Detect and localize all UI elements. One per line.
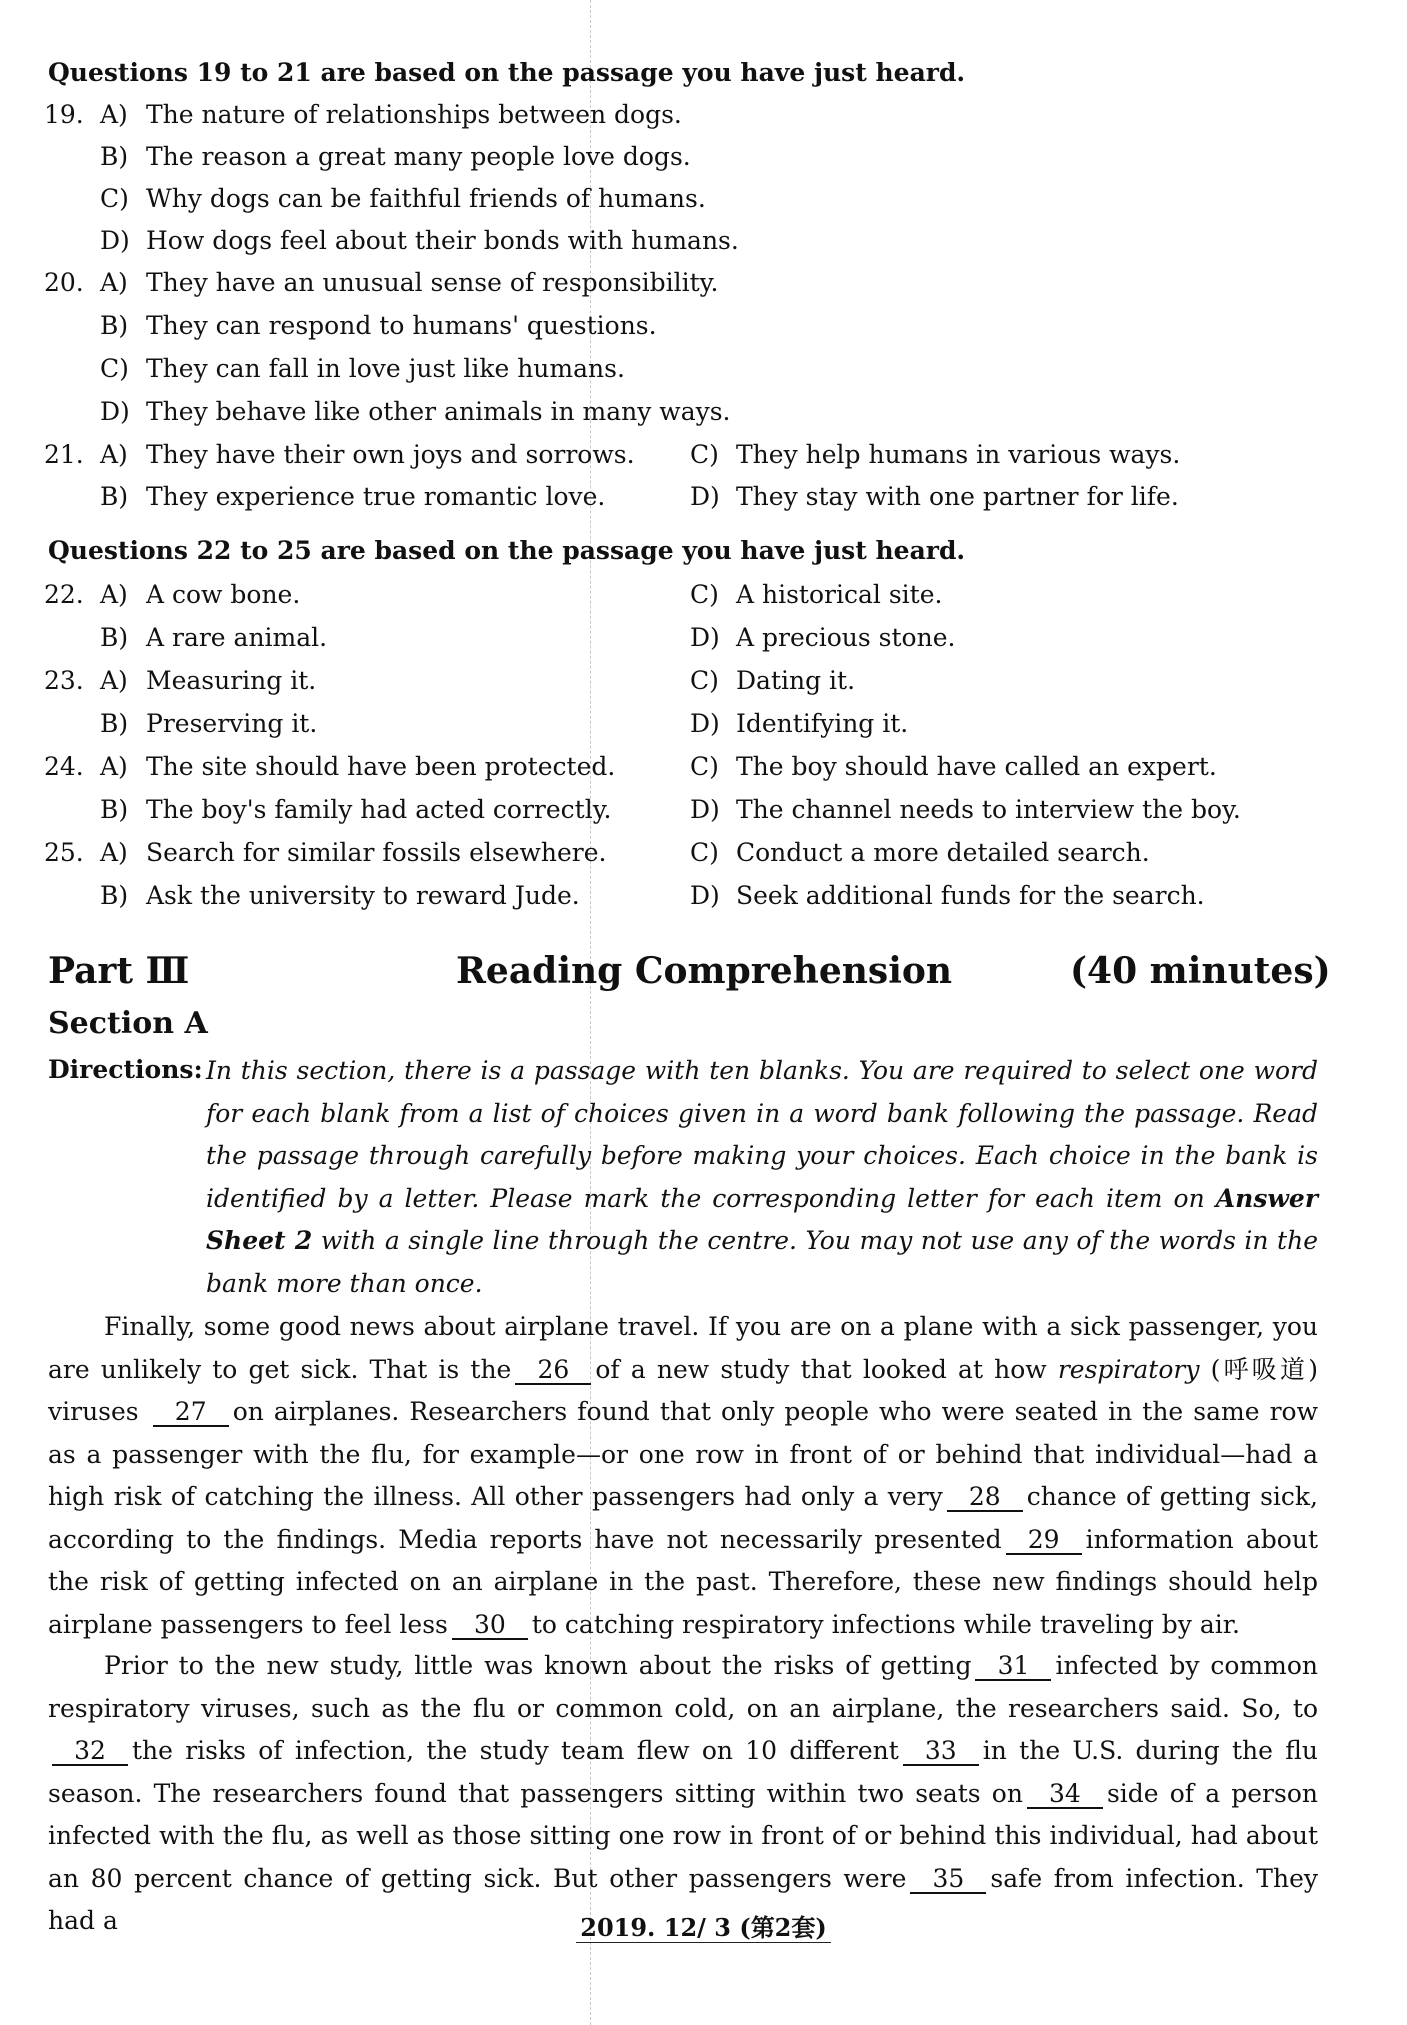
option-letter: B) [100,881,129,910]
option-text: Measuring it. [146,666,317,695]
option-text: The nature of relationships between dogs. [146,100,682,129]
option-letter: D) [690,881,720,910]
option-letter: A) [100,838,128,867]
q19-option-a [100,100,682,129]
passage-text: on airplanes. Researchers found that only people who were seated in the same row as a passenger with the flu, for example—or one row in front of or behind that individual—had a high risk of catching the illness. All other passengers had only a very [48,1397,1318,1511]
q21-option-c [690,440,1180,469]
passage-paragraph-1 [48,1306,1318,1646]
option-text: They can fall in love just like humans. [146,354,625,383]
q24-option-a [100,752,615,781]
option-letter: A) [100,580,128,609]
q19-number: 19. [44,100,84,129]
q20-number: 20. [44,268,84,297]
passage-text: safe from infection. They had a [48,1863,1318,1935]
blank-30: 30 [452,1611,528,1640]
passage-text: Finally, some good news about airplane travel. If you are on a plane with a sick passenger, you are unlikely to get sick. That is the [48,1312,1318,1384]
option-text: The reason a great many people love dogs. [146,142,691,171]
blank-35: 35 [910,1865,986,1894]
option-letter: D) [100,397,130,426]
q22-option-a [100,580,300,609]
option-letter: B) [100,795,129,824]
footer-page-number: 2019. 12/ 3 (第2套) [576,1913,831,1943]
q21-number: 21. [44,440,84,469]
option-letter: C) [690,666,719,695]
option-text: A cow bone. [146,580,301,609]
passage-paragraph-2 [48,1645,1318,1943]
option-letter: B) [100,709,129,738]
passage-text: chance of getting sick, according to the findings. Media reports have not necessarily presented [48,1482,1319,1554]
option-letter: B) [100,311,129,340]
option-letter: C) [690,580,719,609]
option-letter: C) [690,838,719,867]
q23-option-c [690,666,855,695]
option-text: A historical site. [736,580,943,609]
passage-text: in the U.S. during the flu season. The researchers found that passengers sitting within two seats on [48,1736,1318,1808]
passage-text: to catching respiratory infections while traveling by air. [531,1609,1240,1639]
passage-text: the risks of infection, the study team flew on 10 different [132,1736,899,1765]
option-text: They have an unusual sense of responsibility. [146,268,719,297]
option-letter: D) [690,795,720,824]
passage-text: of a new study that looked at how [595,1354,1047,1384]
option-text: The boy's family had acted correctly. [146,795,612,824]
option-text: Identifying it. [736,709,909,738]
option-letter: B) [100,623,129,652]
option-letter: D) [690,709,720,738]
option-text: Preserving it. [146,709,318,738]
page-footer [0,1908,1407,1943]
group1-heading: Questions 19 to 21 are based on the passage you have just heard. [48,58,966,87]
directions-part1: In this section, there is a passage with ten blanks. You are required to select one word for each blank from a list of choices given in a word bank following the passage. Read the passage through carefully before making your choices. Each choice in the bank is identified by a letter. Please mark the corresponding letter for each item on [206,1056,1318,1213]
q23-number: 23. [44,666,84,695]
q25-option-b [100,881,580,910]
q25-option-a [100,838,607,867]
option-letter: D) [690,482,720,511]
option-text: Conduct a more detailed search. [736,838,1150,867]
q20-option-c [100,354,625,383]
option-letter: D) [690,623,720,652]
blank-32: 32 [52,1737,128,1766]
passage-italic-word: respiratory [1057,1354,1200,1384]
passage-text: information about the risk of getting infected on an airplane in the past. Therefore, these new findings should help airplane passengers to feel less [48,1524,1318,1639]
option-letter: D) [100,226,130,255]
q25-option-c [690,838,1150,867]
passage-text: Prior to the new study, little was known about the risks of getting [104,1651,972,1680]
directions-part2: with a single line through the centre. You may not use any of the words in the bank more than once. [206,1226,1318,1298]
q19-option-b [100,142,691,171]
option-text: Search for similar fossils elsewhere. [146,838,607,867]
option-text: A rare animal. [146,623,328,652]
option-text: Dating it. [736,666,856,695]
q22-number: 22. [44,580,84,609]
option-text: They have their own joys and sorrows. [146,440,635,469]
option-letter: A) [100,752,128,781]
option-text: Why dogs can be faithful friends of humans. [146,184,706,213]
option-letter: C) [690,752,719,781]
passage-text: viruses [48,1397,139,1426]
part-title: Reading Comprehension [456,950,953,992]
option-text: They help humans in various ways. [736,440,1181,469]
option-text: They experience true romantic love. [146,482,606,511]
section-heading: Section A [48,1006,208,1041]
q23-option-d [690,709,908,738]
option-text: They stay with one partner for life. [736,482,1179,511]
group2-heading: Questions 22 to 25 are based on the passage you have just heard. [48,536,966,565]
passage-text: infected by common respiratory viruses, such as the flu or common cold, on an airplane, the researchers said. So, to [48,1651,1318,1723]
q23-option-a [100,666,316,695]
option-letter: B) [100,482,129,511]
option-text: How dogs feel about their bonds with humans. [146,226,739,255]
passage-text: side of a person infected with the flu, as well as those sitting one row in front of or behind this individual, had about an 80 percent chance of getting sick. But other passengers were [48,1778,1318,1893]
blank-33: 33 [903,1737,979,1766]
q21-option-a [100,440,635,469]
part-time: (40 minutes) [1070,950,1331,992]
directions-label: Directions: [48,1055,203,1084]
option-letter: A) [100,440,128,469]
option-text: The channel needs to interview the boy. [736,795,1241,824]
q19-option-d [100,226,739,255]
option-letter: C) [100,184,129,213]
blank-34: 34 [1027,1780,1103,1809]
option-text: They behave like other animals in many ways. [146,397,731,426]
q23-option-b [100,709,317,738]
q25-option-d [690,881,1205,910]
q22-option-b [100,623,327,652]
q24-option-c [690,752,1217,781]
option-text: Ask the university to reward Jude. [146,881,580,910]
blank-29: 29 [1006,1526,1082,1555]
q24-option-d [690,795,1241,824]
option-letter: A) [100,666,128,695]
option-text: They can respond to humans' questions. [146,311,657,340]
option-letter: B) [100,142,129,171]
answer-sheet-ref: Answer Sheet 2 [206,1183,1318,1255]
part-label: Part Ⅲ [48,950,190,992]
option-text: A precious stone. [736,623,956,652]
blank-31: 31 [975,1652,1051,1681]
q20-option-b [100,311,657,340]
q20-option-d [100,397,731,426]
q24-option-b [100,795,611,824]
option-letter: A) [100,268,128,297]
blank-26: 26 [515,1356,591,1385]
q24-number: 24. [44,752,84,781]
directions-text [206,1050,1318,1305]
blank-27: 27 [153,1398,229,1427]
q19-option-c [100,184,706,213]
q21-option-b [100,482,605,511]
option-text: The boy should have called an expert. [736,752,1217,781]
q22-option-d [690,623,955,652]
q22-option-c [690,580,942,609]
option-letter: A) [100,100,128,129]
option-text: Seek additional funds for the search. [736,881,1205,910]
chinese-gloss: (呼吸道) [1210,1354,1318,1384]
q25-number: 25. [44,838,84,867]
option-text: The site should have been protected. [146,752,616,781]
option-letter: C) [100,354,129,383]
q21-option-d [690,482,1179,511]
q20-option-a [100,268,718,297]
option-letter: C) [690,440,719,469]
blank-28: 28 [947,1483,1023,1512]
